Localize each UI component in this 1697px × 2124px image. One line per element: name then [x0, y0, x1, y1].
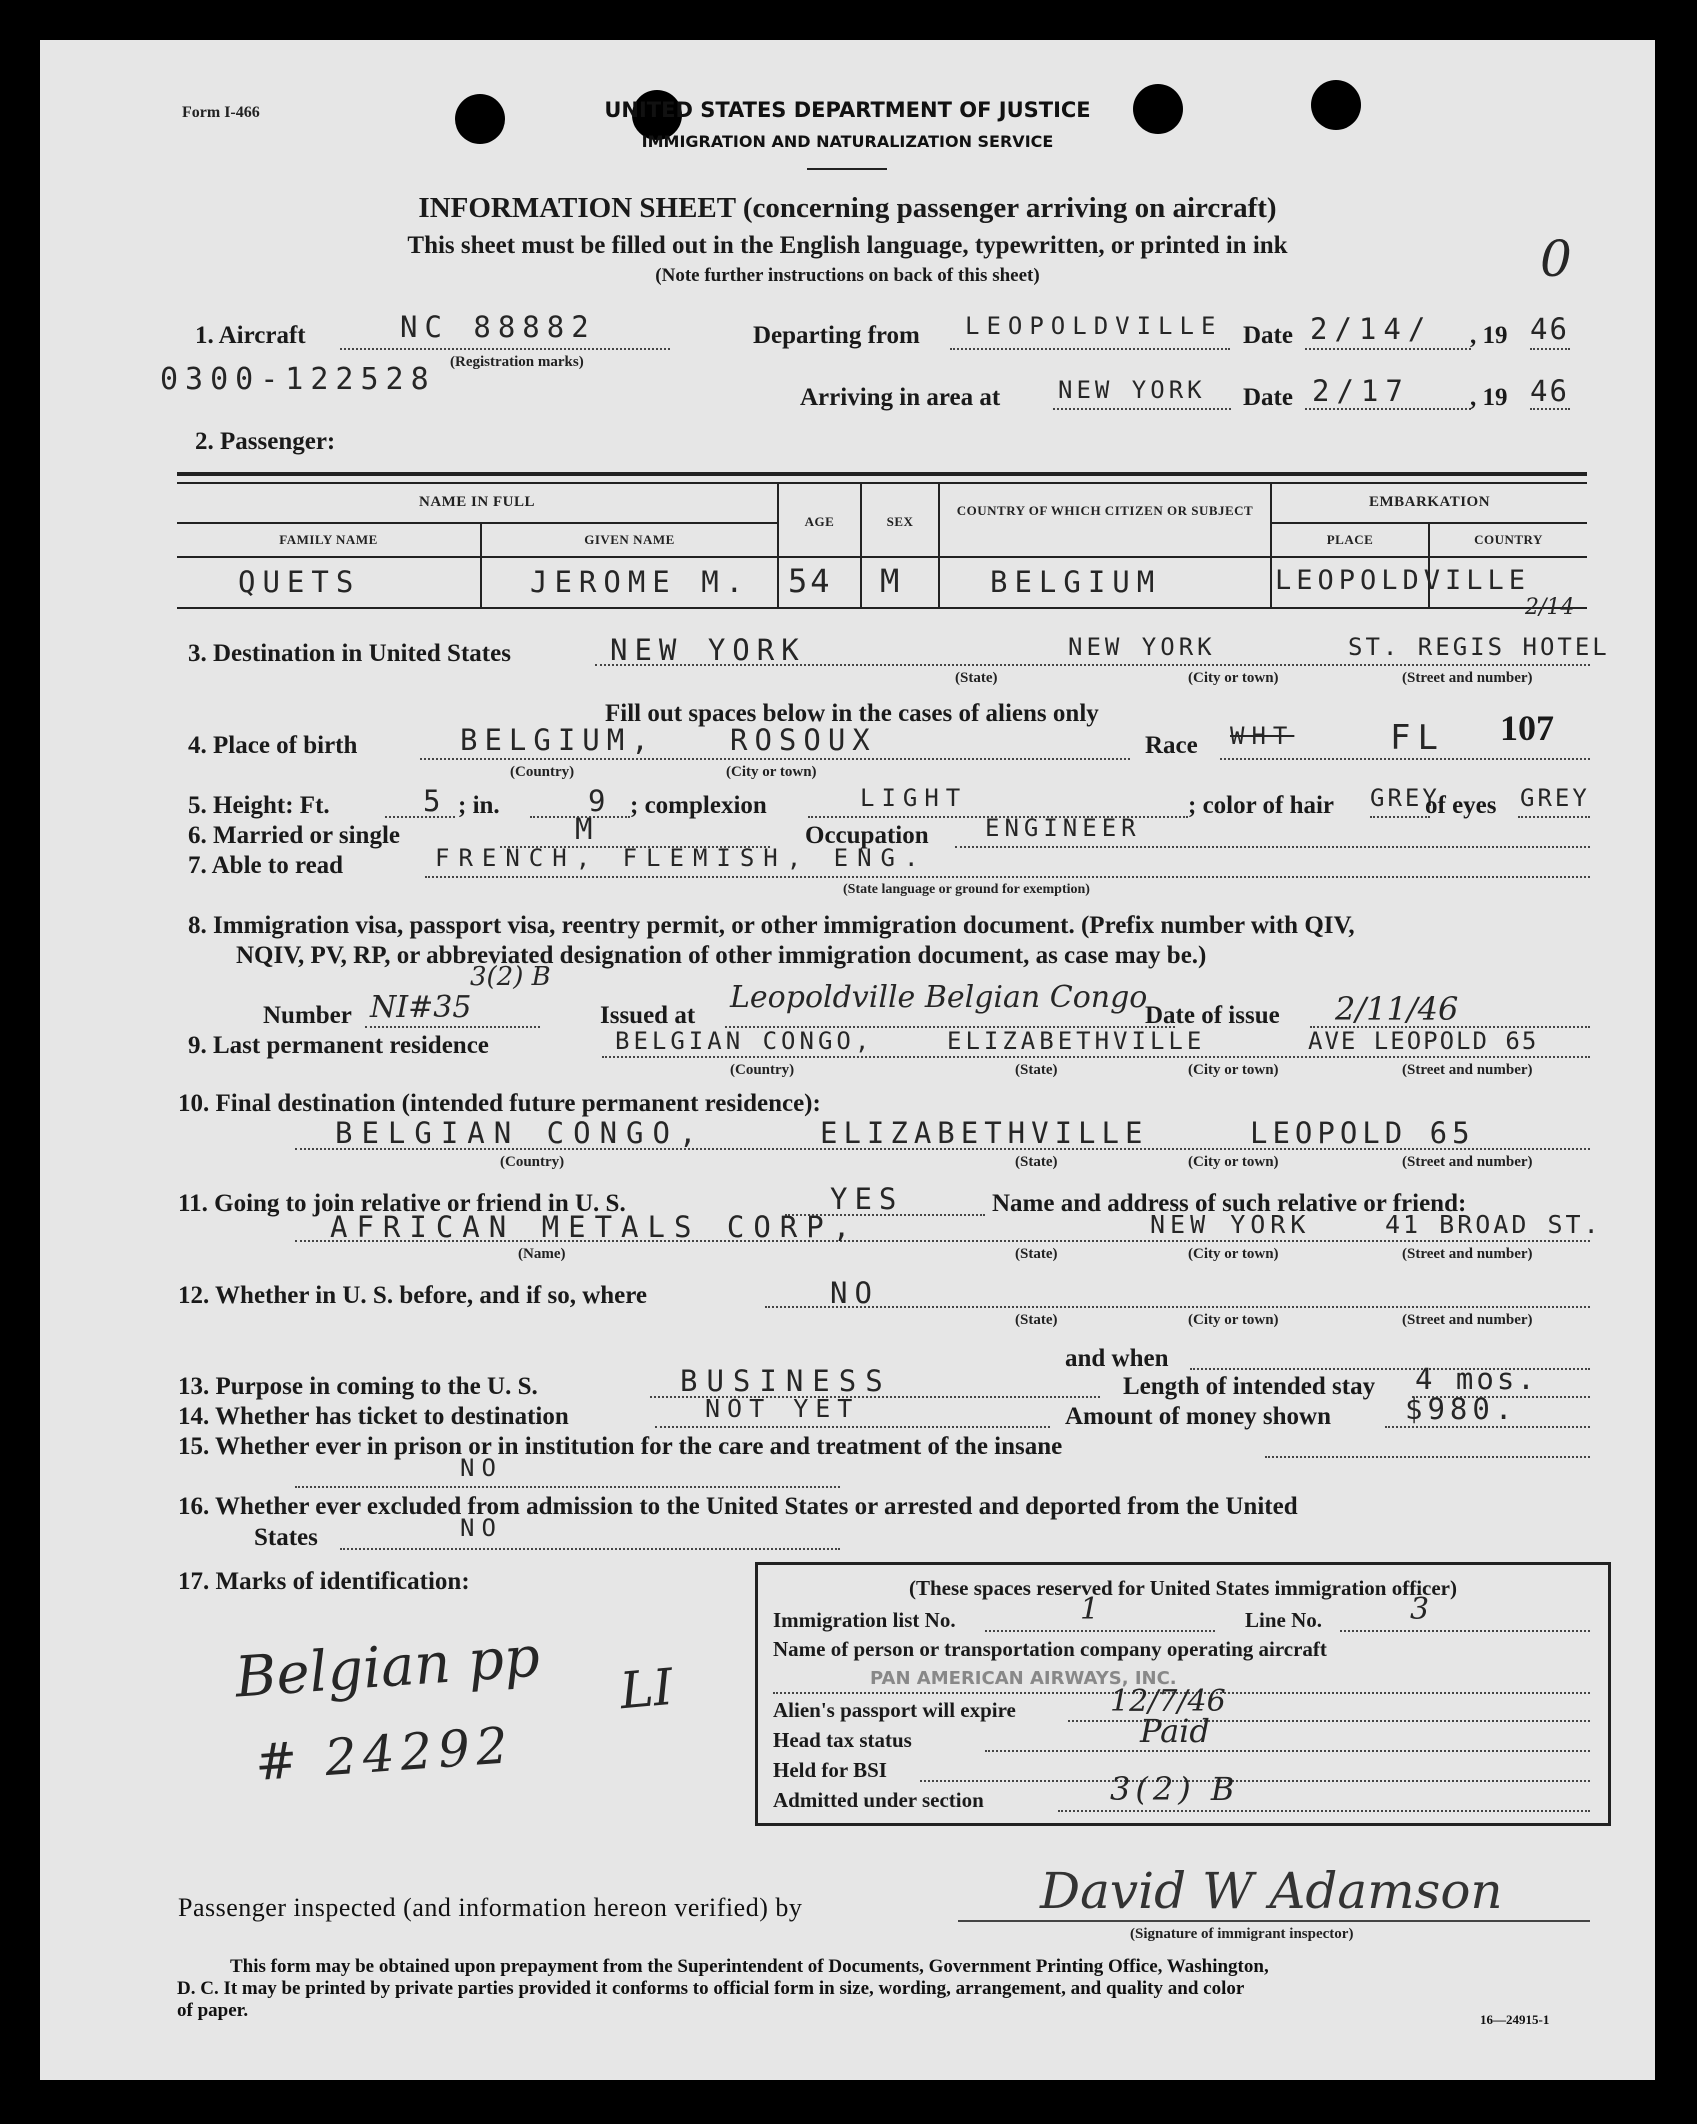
race-value: FL [1390, 718, 1445, 758]
complexion-value: LIGHT [860, 784, 968, 812]
registration-caption: (Registration marks) [450, 354, 584, 370]
passport-expire-value: 12/7/46 [1110, 1684, 1226, 1719]
table-column-divider [860, 484, 862, 608]
aircraft-value: NC 88882 [400, 310, 596, 344]
last-residence-city-caption: (City or town) [1188, 1062, 1279, 1078]
table-header-rule [177, 556, 1587, 558]
previous-visit-line [765, 1306, 1590, 1308]
header-age: AGE [804, 514, 835, 529]
head-tax-label: Head tax status [773, 1728, 912, 1752]
final-destination-street: LEOPOLD 65 [1250, 1116, 1475, 1150]
relative-street-caption: (Street and number) [1402, 1246, 1533, 1262]
previous-visit-value: NO [830, 1276, 879, 1310]
service-name: IMMIGRATION AND NATURALIZATION SERVICE [641, 132, 1054, 151]
depart-year-line [1530, 348, 1570, 350]
occupation-value: ENGINEER [985, 814, 1141, 842]
race-label: Race [1145, 732, 1198, 759]
issued-at-value: Leopoldville Belgian Congo [730, 980, 1148, 1015]
arrive-year-prefix: , 19 [1470, 384, 1508, 411]
reading-line [425, 876, 1590, 878]
inches-value: 9 [588, 784, 613, 818]
eyes-label: of eyes [1425, 792, 1497, 819]
aircraft-label: 1. Aircraft [195, 322, 306, 349]
marks-label: 17. Marks of identification: [178, 1568, 470, 1595]
birth-country-caption: (Country) [510, 764, 575, 780]
final-destination-label: 10. Final destination (intended future permanent residence): [178, 1090, 821, 1117]
race-line [1220, 758, 1590, 760]
prison-value: NO [460, 1454, 503, 1482]
depart-date-line [1305, 348, 1471, 350]
departing-value: LEOPOLDVILLE [965, 312, 1223, 340]
relative-name: AFRICAN METALS CORP, [330, 1210, 860, 1244]
reading-value: FRENCH, FLEMISH, ENG. [435, 844, 928, 872]
signature-caption: (Signature of immigrant inspector) [1130, 1926, 1354, 1942]
destination-city-caption: (City or town) [1188, 670, 1279, 686]
birth-line [420, 758, 1130, 760]
marks-initials: LI [617, 1657, 676, 1721]
excluded-value: NO [460, 1514, 503, 1542]
last-residence-line [602, 1056, 1590, 1058]
arrive-date-line [1305, 408, 1471, 410]
admitted-under-value: 3(2) B [1110, 1770, 1240, 1808]
reading-caption: (State language or ground for exemption) [843, 882, 1090, 897]
relative-name-label: Name and address of such relative or friend: [992, 1190, 1467, 1217]
header-divider [807, 168, 887, 170]
previous-visit-label: 12. Whether in U. S. before, and if so, where [178, 1282, 647, 1309]
inches-label: ; in. [458, 792, 500, 819]
purpose-value: BUSINESS [680, 1364, 892, 1398]
aircraft-line [340, 348, 670, 350]
header-sex: SEX [886, 514, 914, 529]
relative-answer: YES [830, 1182, 904, 1216]
ticket-line [655, 1426, 1050, 1428]
issue-date-label: Date of issue [1145, 1002, 1280, 1029]
arriving-value: NEW YORK [1058, 376, 1206, 404]
footer-line3: of paper. [177, 2000, 249, 2021]
money-line [1385, 1426, 1590, 1428]
money-value: $980. [1405, 1392, 1518, 1426]
arrive-year-value: 46 [1530, 374, 1569, 408]
visa-label-line2: NQIV, PV, RP, or abbreviated designation of other immigration document, as case may be.) [236, 942, 1207, 969]
arrive-year-line [1530, 408, 1570, 410]
aliens-only-header: Fill out spaces below in the cases of aliens only [605, 700, 1099, 727]
last-residence-street-caption: (Street and number) [1402, 1062, 1533, 1078]
last-residence-state: ELIZABETHVILLE [947, 1027, 1206, 1055]
head-tax-line [985, 1750, 1590, 1752]
final-destination-city: ELIZABETHVILLE [820, 1116, 1149, 1150]
visa-section-note: 3(2) B [470, 962, 551, 992]
table-bottom-rule [177, 607, 1587, 609]
arriving-label: Arriving in area at [800, 384, 1001, 411]
head-tax-value: Paid [1140, 1712, 1210, 1750]
hair-label: ; color of hair [1188, 792, 1335, 819]
occupation-label: Occupation [805, 822, 929, 849]
citizenship-value: BELGIUM [990, 565, 1162, 599]
hair-value: GREY [1370, 784, 1440, 812]
money-label: Amount of money shown [1065, 1403, 1332, 1430]
departing-label: Departing from [753, 322, 920, 349]
depart-date-value: 2/14/ [1310, 312, 1433, 346]
department-name: UNITED STATES DEPARTMENT OF JUSTICE [604, 98, 1091, 122]
table-top-rule [177, 472, 1587, 476]
destination-state-caption: (State) [955, 670, 998, 686]
bsi-label: Held for BSI [773, 1758, 887, 1782]
marks-line2: # 24292 [253, 1716, 516, 1792]
list-number-label: Immigration list No. [773, 1608, 956, 1632]
header-given-name: GIVEN NAME [584, 532, 675, 547]
depart-year-value: 46 [1530, 312, 1569, 346]
relative-city: NEW YORK [1150, 1210, 1311, 1239]
family-name-value: QUETS [238, 565, 361, 599]
sex-value: M [880, 562, 907, 600]
last-residence-country-caption: (Country) [730, 1062, 795, 1078]
final-destination-country-caption: (Country) [500, 1154, 565, 1170]
footer-line1: This form may be obtained upon prepayment from the Superintendent of Documents, Government Printing Office, Washington, [230, 1956, 1269, 1977]
form-instruction: This sheet must be filled out in the English language, typewritten, or printed in ink [407, 232, 1288, 259]
final-destination-state-caption: (State) [1015, 1154, 1058, 1170]
marital-value: M [575, 812, 600, 846]
bsi-line [920, 1780, 1590, 1782]
age-value: 54 [788, 562, 833, 600]
table-column-divider [777, 484, 779, 608]
birth-city: ROSOUX [730, 723, 877, 757]
list-number-value: 1 [1080, 1592, 1100, 1627]
form-title: INFORMATION SHEET (concerning passenger arriving on aircraft) [418, 192, 1277, 224]
footer-code: 16—24915-1 [1480, 2012, 1550, 2027]
excluded-label-line1: 16. Whether ever excluded from admission to the United States or arrested and deported from the United [178, 1493, 1298, 1520]
last-residence-street: AVE LEOPOLD 65 [1308, 1027, 1539, 1055]
depart-date-label: Date [1243, 322, 1293, 349]
ticket-value: NOT YET [705, 1394, 860, 1423]
excluded-line [340, 1548, 840, 1550]
height-label: 5. Height: Ft. [188, 792, 330, 819]
birth-label: 4. Place of birth [188, 732, 358, 759]
race-code: 107 [1500, 708, 1554, 748]
header-place: PLACE [1326, 532, 1374, 547]
occupation-line [955, 846, 1590, 848]
destination-state: NEW YORK [610, 633, 806, 667]
relative-state-caption: (State) [1015, 1246, 1058, 1262]
departing-line [950, 348, 1230, 350]
inspector-signature: David W Adamson [1040, 1862, 1503, 1920]
signature-line [958, 1920, 1590, 1922]
header-name-in-full: NAME IN FULL [418, 494, 535, 510]
prison-line [1265, 1456, 1590, 1458]
arrive-date-label: Date [1243, 384, 1293, 411]
form-number: Form I-466 [182, 104, 260, 121]
line-number-value: 3 [1410, 1592, 1430, 1627]
officer-box-title: (These spaces reserved for United States immigration officer) [908, 1576, 1457, 1600]
stay-value: 4 mos. [1415, 1362, 1538, 1396]
header-country-citizen: COUNTRY OF WHICH CITIZEN OR SUBJECT [956, 503, 1254, 518]
relative-city-caption: (City or town) [1188, 1246, 1279, 1262]
table-rule [177, 522, 777, 524]
header-family-name: FAMILY NAME [279, 532, 378, 547]
header-country: COUNTRY [1474, 532, 1543, 547]
visa-label-line1: 8. Immigration visa, passport visa, reentry permit, or other immigration document. (Prefix number with QIV, [188, 912, 1355, 939]
birth-city-caption: (City or town) [726, 764, 817, 780]
destination-street-caption: (Street and number) [1402, 670, 1533, 686]
operator-label: Name of person or transportation company operating aircraft [773, 1637, 1327, 1661]
previous-visit-city-caption: (City or town) [1188, 1312, 1279, 1328]
admitted-under-label: Admitted under section [773, 1788, 984, 1812]
prison-line-2 [295, 1486, 840, 1488]
admitted-under-line [1058, 1810, 1590, 1812]
arriving-line [1053, 408, 1231, 410]
table-top-rule [177, 482, 1587, 484]
inspection-label: Passenger inspected (and information hereon verified) by [178, 1893, 803, 1922]
final-destination-country: BELGIAN CONGO, [335, 1116, 706, 1150]
race-struck: WHT [1230, 722, 1295, 750]
destination-label: 3. Destination in United States [188, 640, 511, 667]
relative-label: 11. Going to join relative or friend in U. S. [178, 1190, 626, 1217]
reading-label: 7. Able to read [188, 852, 344, 879]
issue-date-value: 2/11/46 [1335, 990, 1459, 1028]
visa-number: NI#35 [370, 990, 472, 1025]
marks-line1: Belgian pp [233, 1624, 542, 1711]
information-sheet [40, 40, 1655, 2080]
purpose-label: 13. Purpose in coming to the U. S. [178, 1373, 538, 1400]
embarkation-date-note: 2/14 [1525, 595, 1575, 620]
prison-label: 15. Whether ever in prison or in institution for the care and treatment of the insane [178, 1433, 1063, 1460]
feet-value: 5 [423, 784, 448, 818]
hair-line [1370, 816, 1430, 818]
embarkation-place-value: LEOPOLDVILLE [1275, 565, 1531, 596]
destination-city: NEW YORK [1068, 633, 1216, 661]
birth-country: BELGIUM, [460, 723, 656, 757]
previous-visit-state-caption: (State) [1015, 1312, 1058, 1328]
corner-mark: 0 [1540, 230, 1572, 288]
previous-visit-street-caption: (Street and number) [1402, 1312, 1533, 1328]
relative-name-caption: (Name) [518, 1246, 566, 1262]
stay-label: Length of intended stay [1123, 1373, 1376, 1400]
final-destination-street-caption: (Street and number) [1402, 1154, 1533, 1170]
last-residence-label: 9. Last permanent residence [188, 1032, 489, 1059]
list-number-line [985, 1630, 1215, 1632]
excluded-label-line2: States [254, 1524, 318, 1551]
given-name-value: JEROME M. [530, 565, 751, 599]
eyes-line [1518, 816, 1590, 818]
eyes-value: GREY [1520, 784, 1590, 812]
last-residence-state-caption: (State) [1015, 1062, 1058, 1078]
depart-year-prefix: , 19 [1470, 322, 1508, 349]
relative-street: 41 BROAD ST. [1385, 1210, 1602, 1239]
visa-number-line [365, 1026, 540, 1028]
line-number-label: Line No. [1245, 1608, 1323, 1632]
arrive-date-value: 2/17 [1312, 374, 1410, 408]
passport-expire-label: Alien's passport will expire [773, 1698, 1016, 1722]
file-number: 0300-122528 [160, 362, 436, 397]
form-note: (Note further instructions on back of this sheet) [655, 265, 1040, 286]
operator-value: PAN AMERICAN AIRWAYS, INC. [870, 1668, 1177, 1689]
visa-number-label: Number [263, 1002, 352, 1029]
marital-label: 6. Married or single [188, 822, 400, 849]
passenger-label: 2. Passenger: [195, 428, 336, 455]
complexion-label: ; complexion [630, 792, 767, 819]
destination-street: ST. REGIS HOTEL [1348, 633, 1610, 661]
issued-at-label: Issued at [600, 1002, 696, 1029]
ticket-label: 14. Whether has ticket to destination [178, 1403, 569, 1430]
footer-line2: D. C. It may be printed by private parties provided it conforms to official form in size, wording, arrangement, and quality and color [177, 1978, 1245, 1999]
line-number-line [1340, 1630, 1590, 1632]
header-embarkation: EMBARKATION [1368, 494, 1491, 510]
last-residence-country: BELGIAN CONGO, [615, 1027, 874, 1055]
when-label: and when [1065, 1345, 1169, 1372]
final-destination-city-caption: (City or town) [1188, 1154, 1279, 1170]
